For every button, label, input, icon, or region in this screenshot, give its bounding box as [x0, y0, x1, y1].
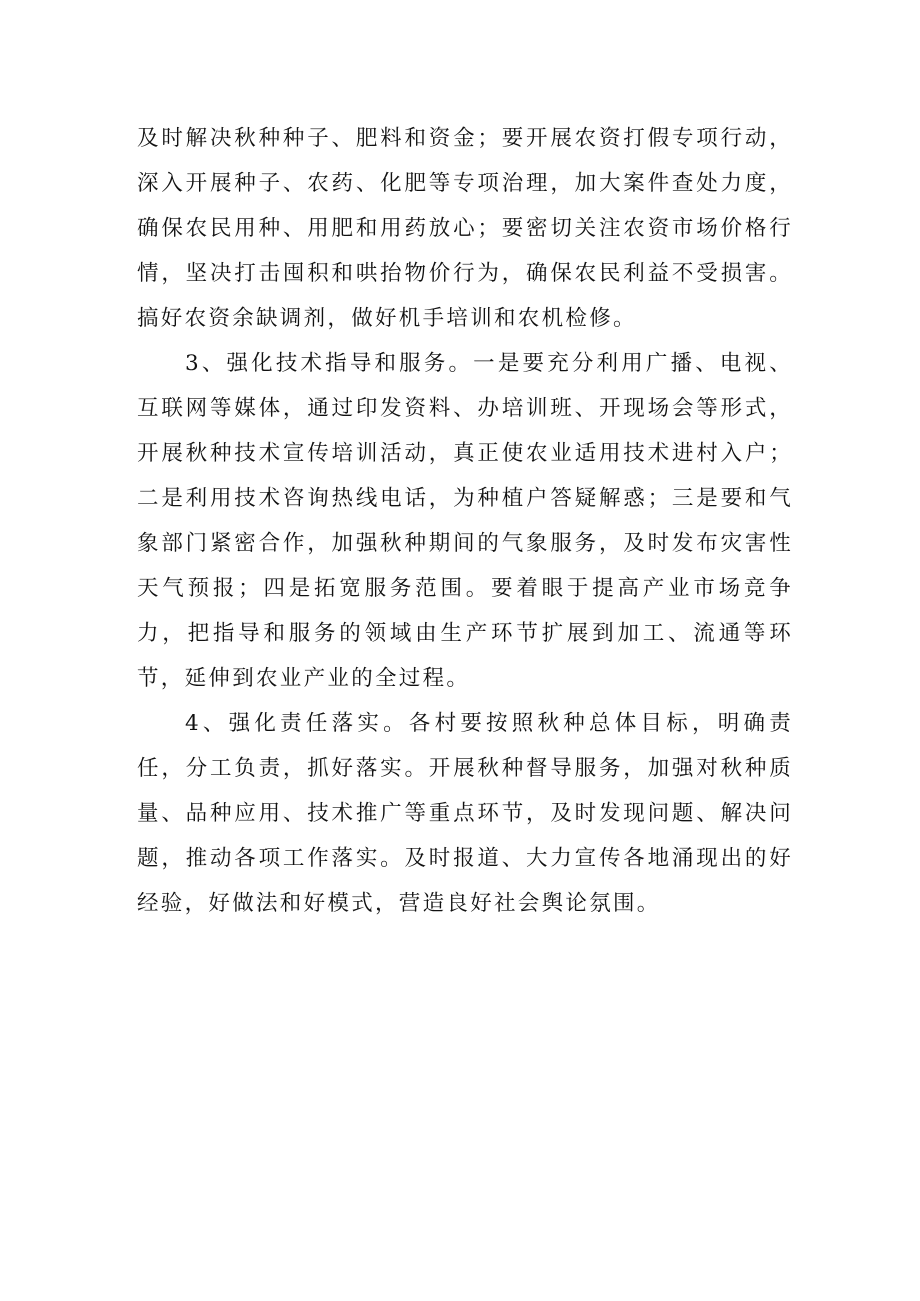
paragraph-continuation: 及时解决秋种种子、肥料和资金；要开展农资打假专项行动，深入开展种子、农药、化肥等专项治理，加大案件查处力度，确保农民用种、用肥和用药放心；要密切关注农资市场价格行情，坚决打击囤积和哄抬物价行为，确保农民利益不受损害。搞好农资余缺调剂，做好机手培训和农机检修。	[137, 126, 793, 331]
document-body	[137, 116, 793, 926]
paragraph-section-4: 4、强化责任落实。各村要按照秋种总体目标，明确责任，分工负责，抓好落实。开展秋种督导服务，加强对秋种质量、品种应用、技术推广等重点环节，及时发现问题、解决问题，推动各项工作落实。及时报道、大力宣传各地涌现出的好经验，好做法和好模式，营造良好社会舆论氛围。	[137, 711, 793, 916]
paragraph-section-3: 3、强化技术指导和服务。一是要充分利用广播、电视、互联网等媒体，通过印发资料、办培训班、开现场会等形式，开展秋种技术宣传培训活动，真正使农业适用技术进村入户；二是利用技术咨询热线电话，为种植户答疑解惑；三是要和气象部门紧密合作，加强秋种期间的气象服务，及时发布灾害性天气预报；四是拓宽服务范围。要着眼于提高产业市场竞争力，把指导和服务的领域由生产环节扩展到加工、流通等环节，延伸到农业产业的全过程。	[137, 351, 793, 691]
